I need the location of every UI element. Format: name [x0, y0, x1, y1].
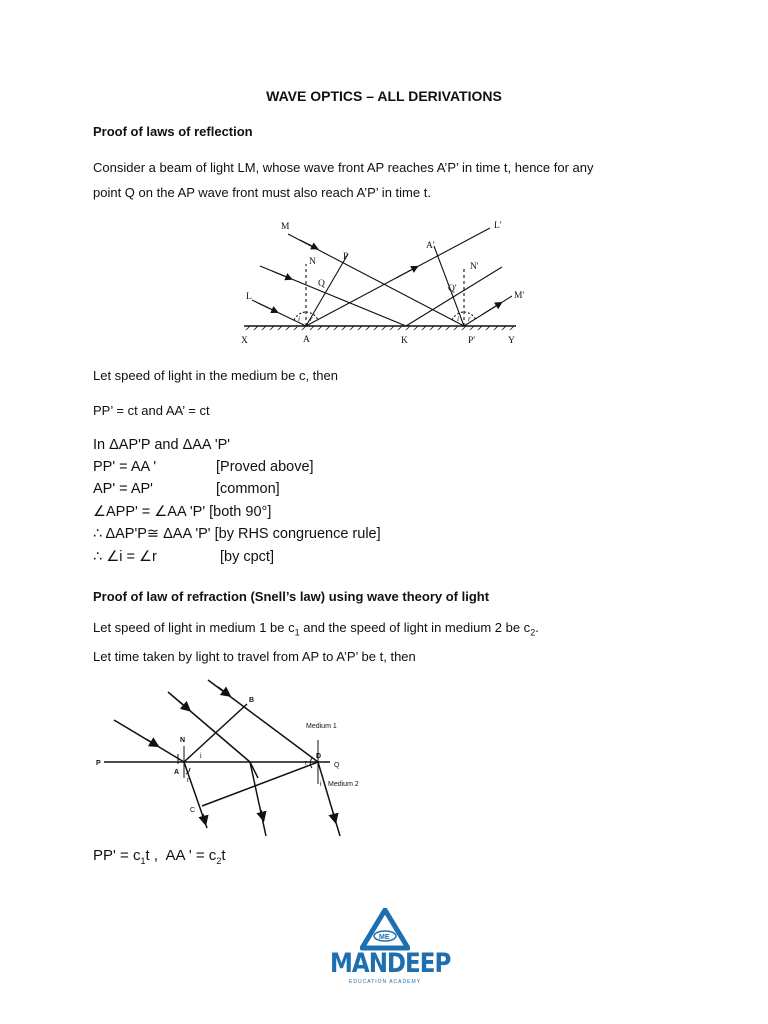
label-Q: Q	[334, 762, 340, 769]
label-X: X	[241, 336, 248, 346]
label-A: A	[303, 335, 310, 345]
logo-inner-text: ME	[379, 934, 390, 941]
label-L: L	[246, 292, 252, 302]
label-angle-r-2: r	[468, 314, 471, 323]
subscript-1: 1	[294, 627, 300, 638]
label-angle-r: r	[187, 777, 190, 784]
label-Y: Y	[508, 336, 515, 346]
label-P-prime: P'	[468, 336, 475, 346]
proof-reason: [both 90°]	[209, 504, 272, 520]
label-M: M	[281, 222, 290, 232]
equation-part-c: t	[221, 847, 226, 864]
proof-statement: In ΔAP'P and ΔAA 'P'	[93, 437, 231, 453]
reflection-intro	[93, 155, 693, 205]
label-L-prime: L'	[494, 221, 502, 231]
label-medium-1: Medium 1	[306, 723, 337, 730]
proof-statement: ∠APP' = ∠AA 'P'	[93, 504, 206, 520]
label-angle-i-2: i	[457, 314, 460, 323]
proof-line-6	[93, 549, 493, 565]
proof-statement: AP' = AP'	[93, 481, 153, 497]
academy-logo	[330, 908, 451, 988]
label-P: P	[343, 252, 349, 262]
proof-reason: [by cpct]	[220, 549, 274, 565]
refraction-equation	[93, 847, 226, 866]
section-refraction-heading: Proof of law of refraction (Snell’s law) using wave theory of light	[93, 589, 490, 604]
proof-reason: [by RHS congruence rule]	[214, 526, 381, 542]
label-P: P	[96, 760, 101, 767]
speed-statement: Let speed of light in the medium be c, then	[93, 368, 338, 383]
equation-part-b: t , AA ' = c	[145, 847, 217, 864]
proof-statement: PP' = AA '	[93, 459, 157, 475]
label-A: A	[174, 769, 180, 776]
proof-statement: ∴ ∠i = ∠r	[93, 549, 157, 565]
distance-statement: PP’ = ct and AA’ = ct	[93, 403, 210, 418]
section-reflection-heading: Proof of laws of reflection	[93, 124, 253, 139]
label-A-prime: A'	[426, 241, 435, 251]
label-M-prime: M'	[514, 291, 525, 301]
label-angle-i-2: i	[320, 781, 322, 788]
subscript-2: 2	[530, 627, 536, 638]
label-N: N	[180, 737, 186, 744]
label-angle-r: r	[310, 314, 313, 323]
reflection-intro-line-2: point Q on the AP wave front must also reach A’P’ in time t.	[93, 185, 431, 200]
refraction-speed-line	[93, 620, 539, 638]
proof-line-3	[93, 481, 493, 497]
proof-line-2	[93, 459, 493, 475]
reflection-intro-line-1: Consider a beam of light LM, whose wave front AP reaches A’P’ in time t, hence for any	[93, 160, 594, 175]
logo-name: MANDEEP	[330, 949, 451, 979]
label-Q: Q	[318, 279, 325, 289]
label-K: K	[401, 336, 408, 346]
proof-line-5	[93, 526, 493, 542]
proof-reason: [Proved above]	[216, 459, 314, 475]
speed-text-b: and the speed of light in medium 2 be c	[299, 620, 531, 635]
equation-subscript-2: 2	[216, 856, 222, 866]
label-Q-prime: Q'	[448, 284, 457, 294]
label-D: D	[316, 753, 322, 760]
label-angle-i: i	[298, 314, 301, 323]
label-B: B	[249, 697, 255, 704]
equation-subscript-1: 1	[140, 856, 146, 866]
proof-statement: ∴ ΔAP'P≅ ΔAA 'P'	[93, 526, 211, 542]
speed-text-c: .	[535, 620, 539, 635]
label-angle-i: i	[200, 753, 202, 760]
logo-tagline: EDUCATION ACADEMY	[349, 979, 421, 985]
proof-line-4	[93, 504, 493, 520]
label-medium-2: Medium 2	[328, 781, 359, 788]
label-N: N	[309, 257, 316, 267]
academy-emblem	[360, 908, 410, 952]
proof-reason: [common]	[216, 481, 280, 497]
refraction-time-line: Let time taken by light to travel from AP to A’P’ be t, then	[93, 649, 416, 664]
speed-text-a: Let speed of light in medium 1 be c	[93, 620, 295, 635]
reflection-diagram	[236, 214, 532, 348]
page-title: WAVE OPTICS – ALL DERIVATIONS	[266, 88, 502, 104]
label-C: C	[190, 807, 196, 814]
label-angle-r-2: r	[305, 760, 308, 767]
refraction-diagram	[92, 676, 372, 836]
label-N-prime: N'	[470, 262, 479, 272]
proof-line-1	[93, 437, 230, 453]
equation-part-a: PP' = c	[93, 847, 141, 864]
